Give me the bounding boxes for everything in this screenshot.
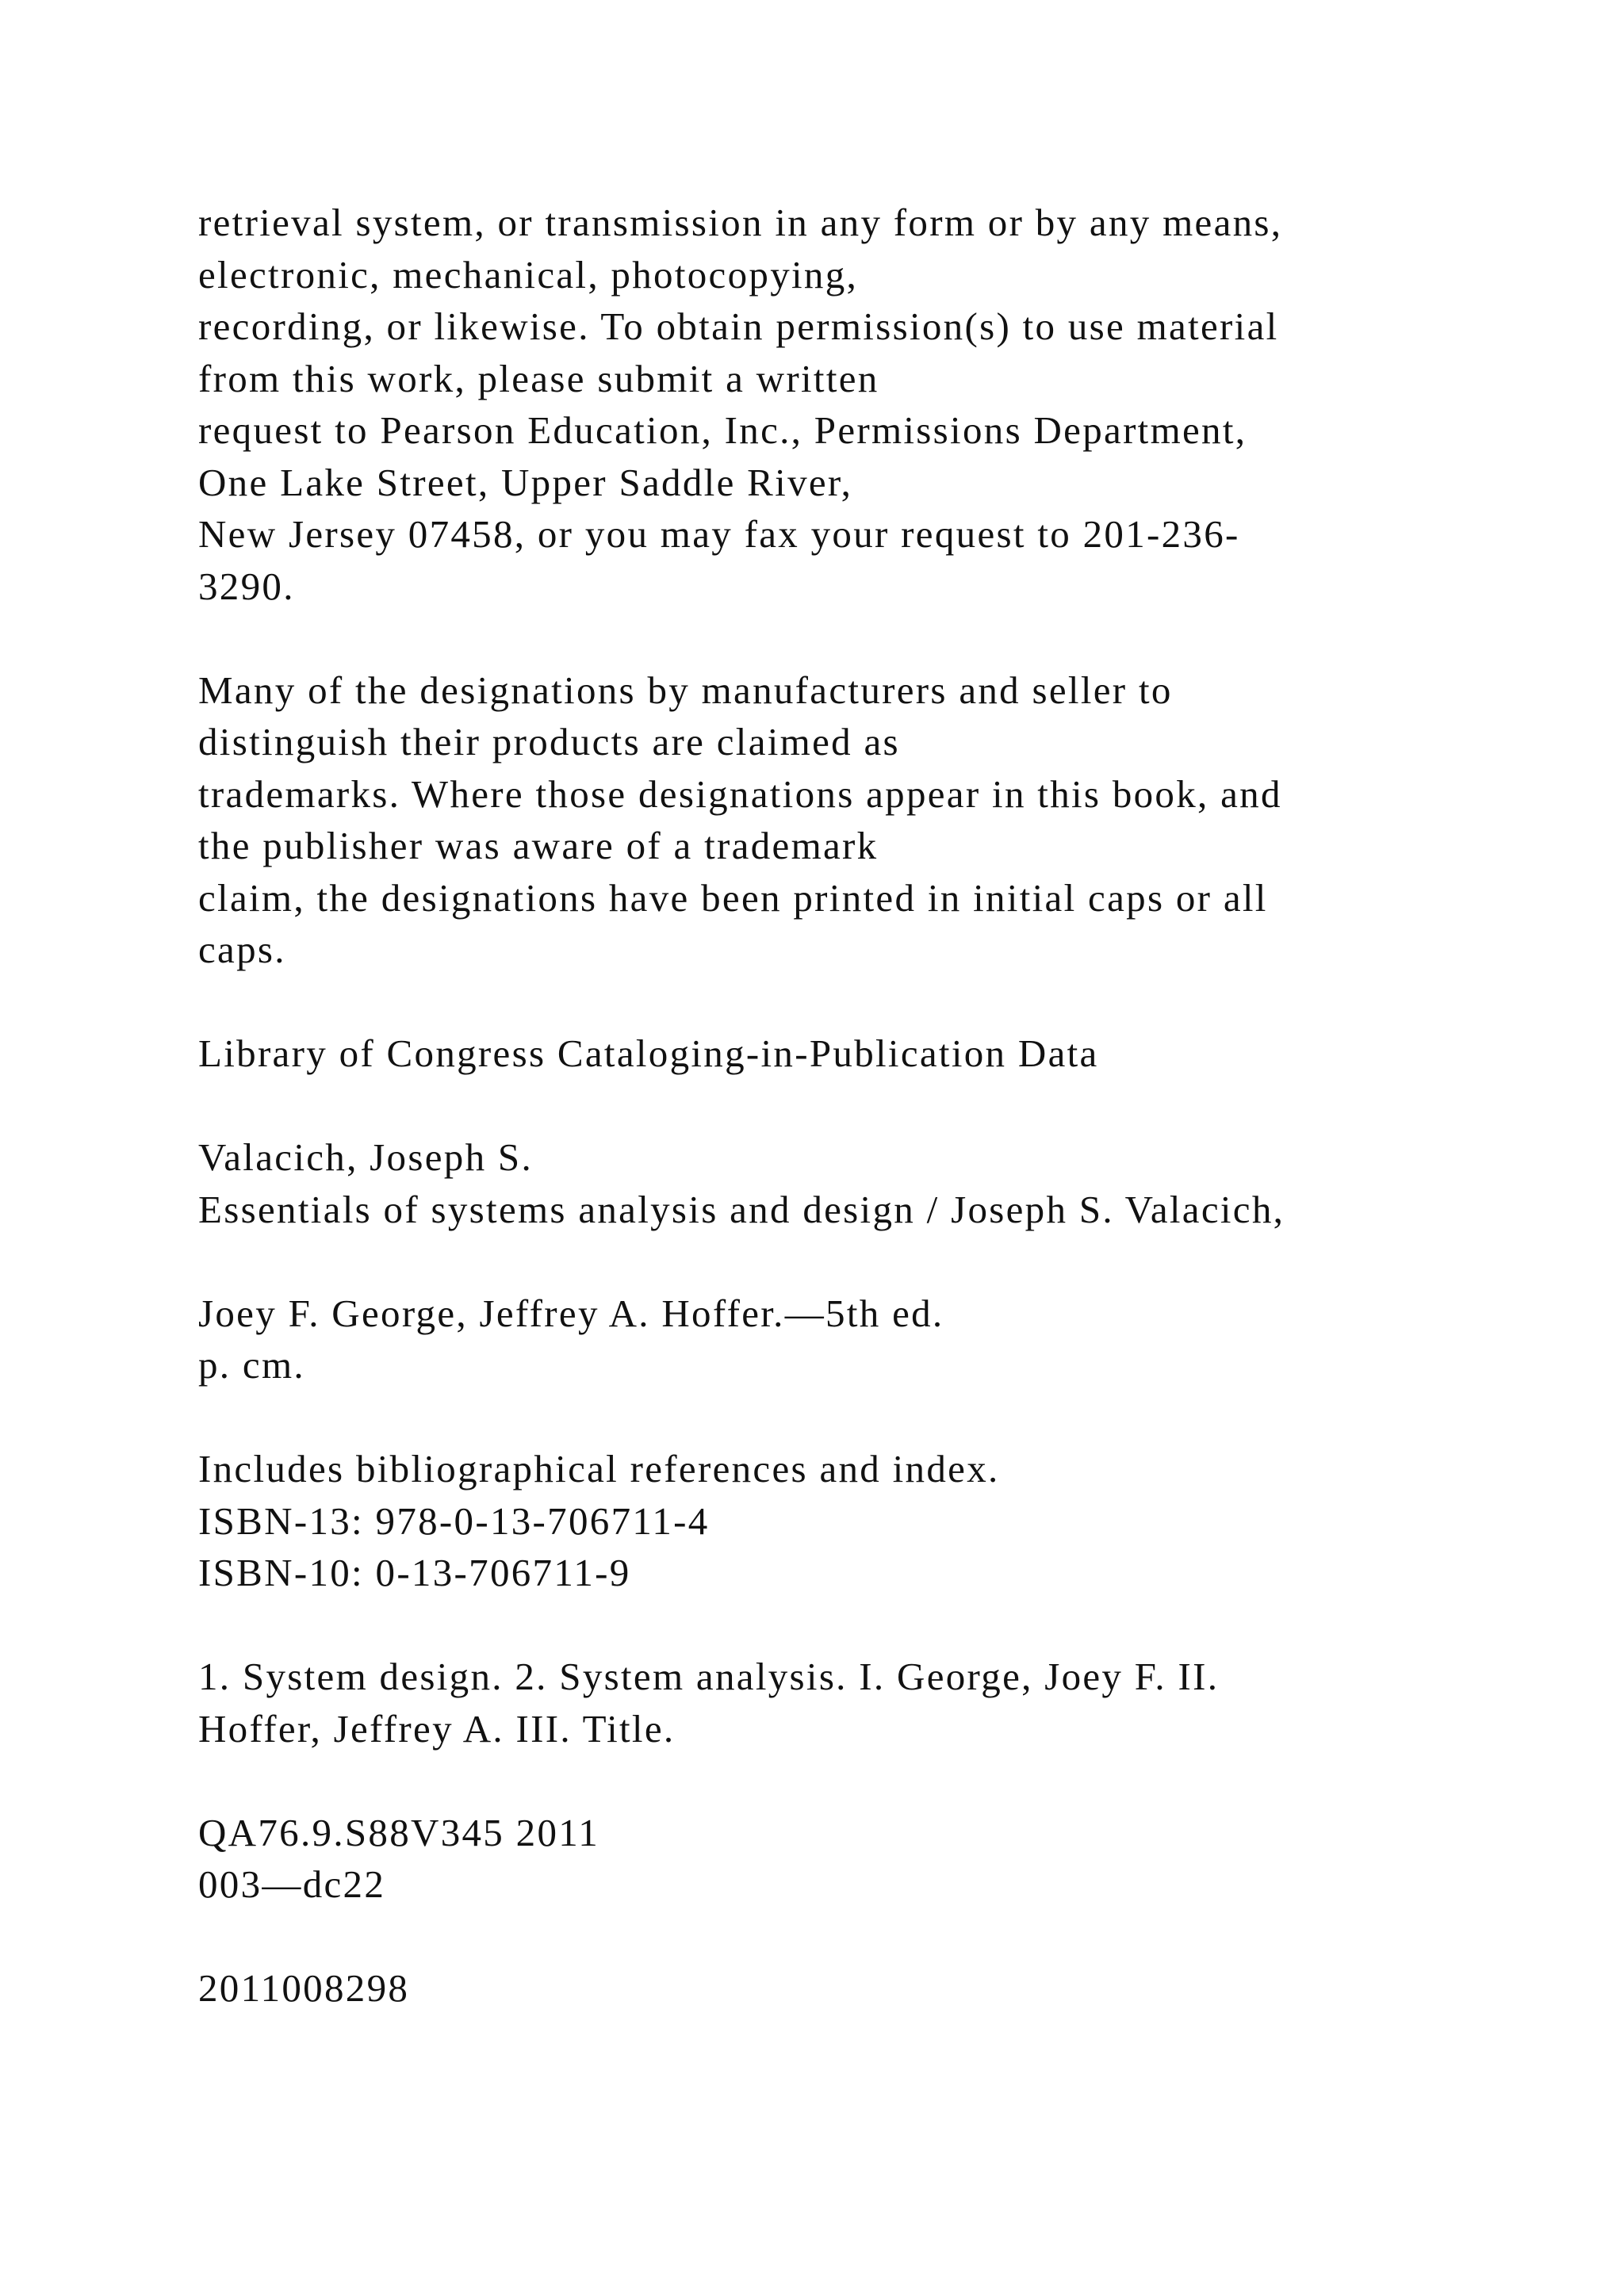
- isbn-13: ISBN-13: 978-0-13-706711-4: [198, 1498, 710, 1543]
- trademark-line: caps.: [198, 928, 286, 971]
- author-line: Valacich, Joseph S.: [198, 1135, 534, 1179]
- trademark-line: Many of the designations by manufacturers and seller to: [198, 668, 1173, 712]
- paragraph-spacer: [198, 1391, 1499, 1444]
- trademark-notice: [198, 664, 1499, 976]
- copyright-notice: [198, 197, 1499, 612]
- paragraph-spacer: [198, 1755, 1499, 1807]
- subject-line: Hoffer, Jeffrey A. III. Title.: [198, 1706, 676, 1751]
- copyright-line: recording, or likewise. To obtain permission(s) to use material: [198, 304, 1279, 348]
- copyright-line: 3290.: [198, 564, 295, 608]
- trademark-line: trademarks. Where those designations appear in this book, and: [198, 771, 1282, 816]
- paragraph-spacer: [198, 1911, 1499, 1963]
- cip-heading: Library of Congress Cataloging-in-Publication Data: [198, 1031, 1099, 1075]
- subject-line: 1. System design. 2. System analysis. I. George, Joey F. II.: [198, 1655, 1220, 1698]
- trademark-line: claim, the designations have been printed in initial caps or all: [198, 875, 1268, 920]
- copyright-line: electronic, mechanical, photocopying,: [198, 252, 859, 297]
- bibliography-note: Includes bibliographical references and index.: [198, 1447, 1000, 1490]
- copyright-line: New Jersey 07458, or you may fax your request to 201-236-: [198, 512, 1240, 556]
- coauthors-line: Joey F. George, Jeffrey A. Hoffer.—5th ed.: [198, 1291, 944, 1335]
- paragraph-spacer: [198, 1599, 1499, 1651]
- paragraph-spacer: [198, 612, 1499, 664]
- title-line: Essentials of systems analysis and design / Joseph S. Valacich,: [198, 1187, 1285, 1231]
- copyright-line: One Lake Street, Upper Saddle River,: [198, 460, 853, 504]
- lccn: 2011008298: [198, 1966, 410, 2010]
- call-number: QA76.9.S88V345 2011: [198, 1810, 600, 1854]
- copyright-line: from this work, please submit a written: [198, 356, 879, 400]
- paragraph-spacer: [198, 976, 1499, 1028]
- subject-headings: [198, 1651, 1499, 1755]
- paragraph-spacer: [198, 1235, 1499, 1288]
- trademark-line: the publisher was aware of a trademark: [198, 824, 879, 867]
- isbn-10: ISBN-10: 0-13-706711-9: [198, 1551, 631, 1594]
- copyright-line: request to Pearson Education, Inc., Permissions Department,: [198, 408, 1247, 452]
- pages-line: p. cm.: [198, 1343, 305, 1387]
- copyright-line: retrieval system, or transmission in any form or by any means,: [198, 201, 1283, 244]
- paragraph-spacer: [198, 1080, 1499, 1132]
- dewey-number: 003—dc22: [198, 1862, 386, 1906]
- trademark-line: distinguish their products are claimed as: [198, 720, 900, 763]
- copyright-page-text: [198, 197, 1499, 2015]
